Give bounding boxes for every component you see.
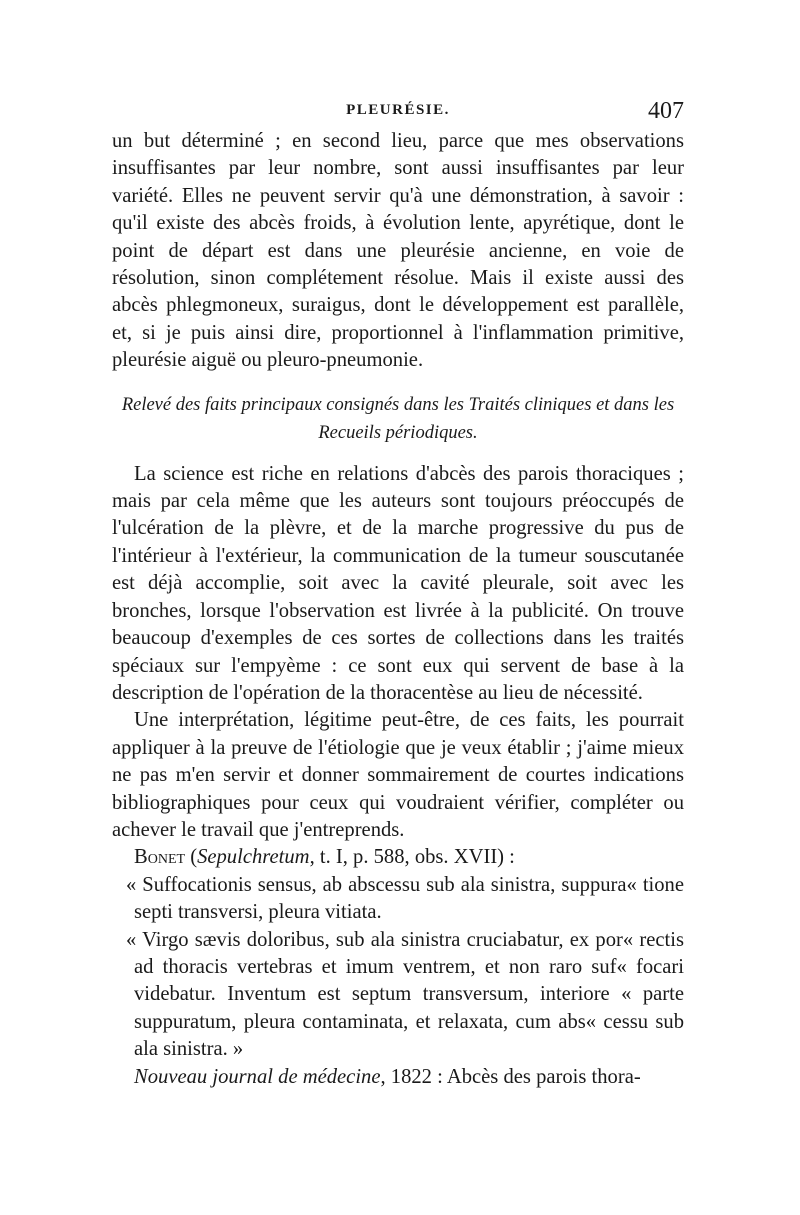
latin-quote-2: « Virgo sævis doloribus, sub ala sinistra cruciabatur, ex por« rectis ad thoracis vertebras et imum ventrem, et non raro suf« focari videbatur. Inventum est septum transversum, interiore « parte suppuratum, pleura contaminata, et relaxata, cum abs« cessu sub ala sinistra. » bbox=[126, 928, 684, 1061]
citation-work: Sepulchretum bbox=[197, 846, 310, 869]
paragraph-science: La science est riche en relations d'abcès des parois thoraciques ; mais par cela même que les auteurs sont toujours préoccupés de l'ulcération de la plèvre, et de la marche progressive du pus de l'intérieur à l'extérieur, la communication de la tumeur souscutanée est déjà accomplie, soit avec la cavité pleurale, soit avec les bronches, lorsque l'observation est livrée à la publicité. On trouve beaucoup d'exemples de ces sortes de collections dans les traités spéciaux sur l'empyème : ce sont eux qui servent de base à la description de l'opération de la thoracentèse au lieu de nécessité. bbox=[112, 462, 684, 704]
journal-title: Nouveau journal de médecine bbox=[134, 1065, 381, 1088]
page-header bbox=[112, 98, 684, 124]
journal-details: , 1822 : Abcès des parois thora- bbox=[380, 1065, 641, 1088]
running-title: PLEURÉSIE. bbox=[346, 102, 450, 118]
paragraph-interpretation: Une interprétation, légitime peut-être, de ces faits, les pourrait appliquer à la preuve de l'étiologie que je veux établir ; j'aime mieux ne pas m'en servir et donner sommairement de courtes indications bibliographiques pour ceux qui voudraient vérifier, compléter ou achever le travail que j'entreprends. bbox=[112, 709, 684, 841]
page-number: 407 bbox=[648, 98, 684, 124]
body-text bbox=[112, 128, 684, 1091]
citation-author: Bonet bbox=[134, 846, 186, 869]
citation-details: , t. I, p. 588, obs. XVII) : bbox=[309, 846, 515, 869]
latin-quote-1: « Suffocationis sensus, ab abscessu sub ala sinistra, suppura« tione septi transversi, pleura vitiata. bbox=[126, 873, 684, 924]
citation-bonet: Bonet (Sepulchretum, t. I, p. 588, obs. XVII) : bbox=[134, 846, 515, 869]
citation-journal bbox=[112, 1064, 684, 1091]
paragraph-continuation: un but déterminé ; en second lieu, parce que mes observations insuffisantes par leur nombre, sont aussi insuffisantes par leur variété. Elles ne peuvent servir qu'à une démonstration, à savoir : qu'il existe des abcès froids, à évolution lente, apyrétique, dont le point de départ est dans une pleurésie ancienne, en voie de résolution, sinon complétement résolue. Mais il existe aussi des abcès phlegmoneux, suraigus, dont le développement est parallèle, et, si je puis ainsi dire, proportionnel à l'inflammation primitive, pleurésie aiguë ou pleuro-pneumonie. bbox=[112, 130, 684, 372]
section-heading: Relevé des faits principaux consignés dans les Traités cliniques et dans les Recueils périodiques. bbox=[121, 394, 675, 443]
